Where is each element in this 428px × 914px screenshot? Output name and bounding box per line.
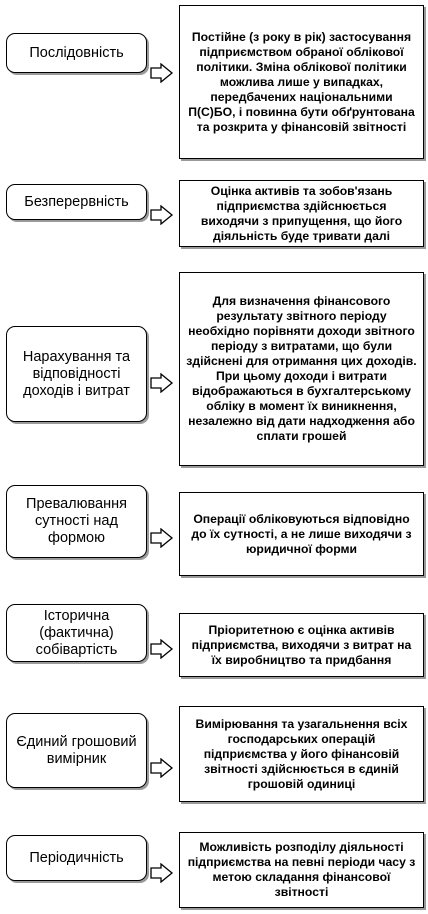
principle-label: Періодичність	[29, 849, 124, 866]
principle-box	[6, 33, 147, 73]
principle-box	[6, 326, 147, 422]
description-box	[179, 492, 424, 576]
principle-label: Історична (фактична) собівартість	[35, 607, 118, 658]
arrow-right-icon	[150, 63, 174, 83]
description-box	[179, 832, 424, 908]
principle-label: Нарахування та відповідності доходів і витрат	[22, 348, 131, 399]
arrow-right-icon	[150, 373, 174, 393]
arrow-right-icon	[150, 528, 174, 548]
arrow-right-icon	[150, 205, 174, 225]
description-text: Можливість розподілу діяльності підприємства на певні періоди часу з метою складання фінансової звітності	[187, 840, 416, 899]
principle-label: Єдиний грошовий вимірник	[16, 733, 137, 767]
description-box	[179, 5, 424, 159]
description-box	[179, 180, 424, 247]
description-text: Оцінка активів та зобов'язань підприємства здійснюється виходячи з припущення, що його діяльність буде тривати далі	[200, 183, 403, 243]
description-text: Постійне (з року в рік) застосування підприємством обраної облікової політики. Зміна облікової політики можлива лише у випадках, передбачених національними П(С)БО, і повинна бути обґрунтована та розкрита у фінансовій звітності	[188, 29, 415, 134]
principle-box	[6, 485, 147, 558]
description-text: Для визначення фінансового результату звітного періоду необхідно порівняти доходи звітного періоду з витратами, що були здійснені для отримання цих доходів. При цьому доходи і витрати відображаються в бухгалтерському обліку в момент їх виникнення, незалежно від дати надходження або сплати грошей	[186, 294, 417, 443]
description-box	[179, 613, 424, 677]
principle-label: Послідовність	[29, 44, 124, 61]
description-box	[179, 706, 424, 802]
principle-box	[6, 835, 147, 881]
principle-label: Превалювання сутності над формою	[26, 496, 127, 546]
principle-box	[6, 604, 147, 662]
arrow-right-icon	[150, 639, 174, 659]
principle-box	[6, 713, 147, 788]
description-text: Вимірювання та узагальнення всіх господарських операцій підприємства у його фінансовій звітності здійснюється в єдиній грошовій одиниці	[195, 716, 408, 791]
description-text: Операції обліковуються відповідно до їх сутності, а не лише виходячи з юридичної форми	[191, 511, 412, 556]
description-box	[179, 272, 424, 466]
principle-box	[6, 184, 147, 220]
arrow-right-icon	[150, 758, 174, 778]
arrow-right-icon	[150, 863, 174, 883]
description-text: Пріоритетною є оцінка активів підприємства, виходячи з витрат на їх виробництво та придбання	[191, 622, 412, 667]
principle-label: Безперервність	[24, 193, 129, 210]
